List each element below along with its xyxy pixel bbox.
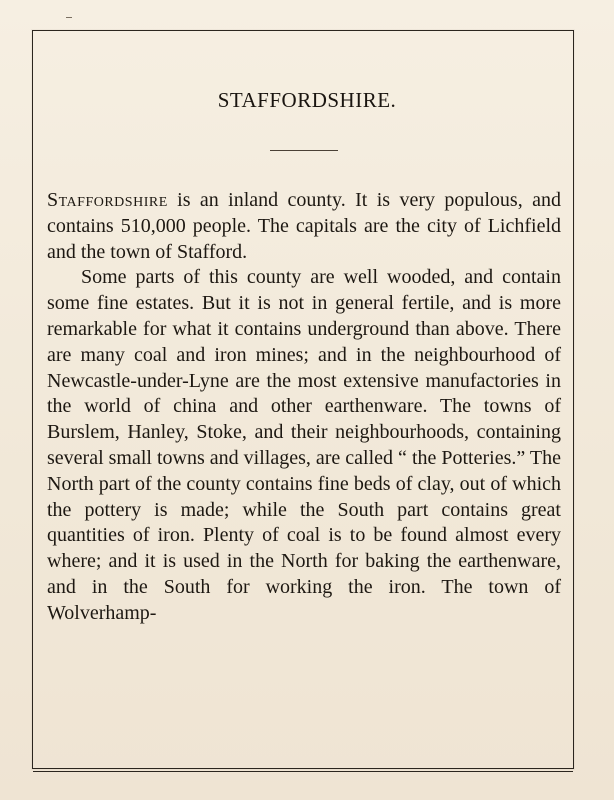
body-text: [47, 188, 561, 627]
title-divider: [270, 150, 338, 151]
paragraph-intro: [47, 188, 561, 265]
margin-mark: [66, 17, 72, 18]
paragraph-intro-text: is an inland county. It is very populous, and contains 510,000 people. The capitals are the city of Lichfield and the town of Stafford.: [47, 189, 561, 263]
county-name-lead: Staffordshire: [47, 189, 168, 211]
paragraph-description: Some parts of this county are well wooded, and contain some fine estates. But it is not in general fertile, and is more remarkable for what it contains underground than above. There are many coal and iron mines; and in the neighbourhood of Newcastle-under-Lyne are the most extensive manufactories in the world of china and other earthenware. The towns of Burslem, Hanley, Stoke, and their neighbourhoods, containing several small towns and villages, are called “ the Potteries.” The North part of the county contains fine beds of clay, out of which the pottery is made; while the South part contains great quantities of iron. Plenty of coal is to be found almost every where; and it is used in the North for baking the earthenware, and in the South for working the iron. The town of Wolverhamp-: [47, 266, 561, 624]
page-title: STAFFORDSHIRE.: [217, 88, 397, 112]
